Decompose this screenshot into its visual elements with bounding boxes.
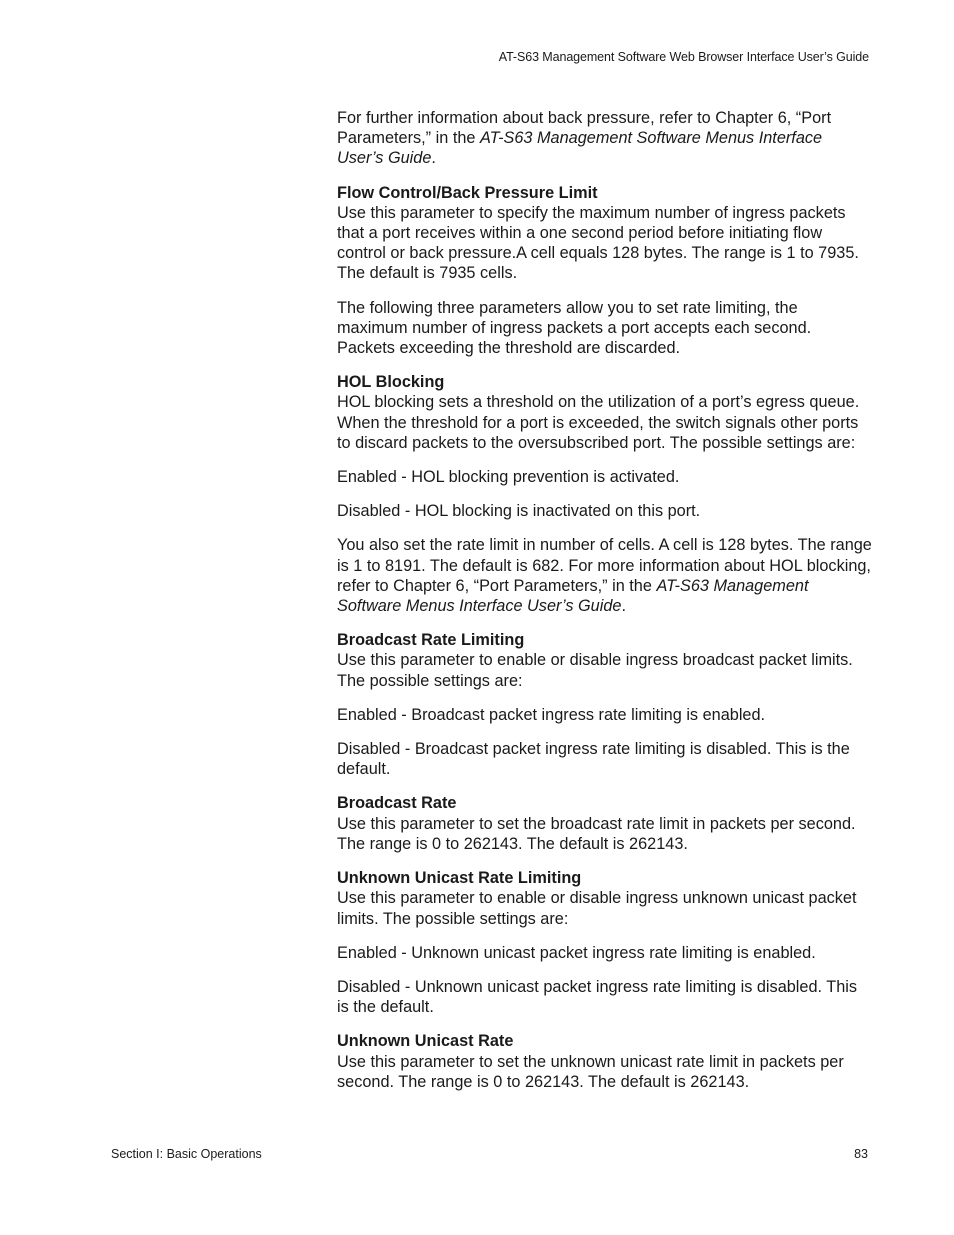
broadcast-rate-limiting-enabled: Enabled - Broadcast packet ingress rate limiting is enabled. bbox=[337, 705, 766, 724]
hol-blocking-heading: HOL Blocking bbox=[337, 373, 445, 392]
hol-blocking-note bbox=[337, 535, 872, 616]
unknown-unicast-rate-heading: Unknown Unicast Rate bbox=[337, 1032, 514, 1051]
running-header: AT-S63 Management Software Web Browser Interface User’s Guide bbox=[498, 50, 869, 64]
intro-paragraph bbox=[337, 108, 872, 169]
hol-note-guide-title: AT-S63 Management Software Menus Interface User’s Guide bbox=[337, 576, 809, 616]
footer-section-title: Section I: Basic Operations bbox=[111, 1147, 262, 1161]
hol-blocking-body: HOL blocking sets a threshold on the utilization of a port’s egress queue. When the threshold for a port is exceeded, the switch signals other ports to discard packets to the oversubscribed port. The possible settings are: bbox=[337, 393, 860, 452]
flow-control-heading: Flow Control/Back Pressure Limit bbox=[337, 183, 598, 202]
rate-limiting-intro: The following three parameters allow you to set rate limiting, the maximum number of ingress packets a port accepts each second. Packets exceeding the threshold are discarded. bbox=[337, 298, 812, 358]
broadcast-rate-limiting-heading: Broadcast Rate Limiting bbox=[337, 631, 525, 650]
hol-note-period: . bbox=[621, 597, 626, 616]
broadcast-rate-limiting-body: Use this parameter to enable or disable ingress broadcast packet limits. The possible settings are: bbox=[337, 651, 853, 690]
hol-blocking-disabled: Disabled - HOL blocking is inactivated on this port. bbox=[337, 502, 701, 521]
hol-blocking-enabled: Enabled - HOL blocking prevention is activated. bbox=[337, 468, 680, 487]
unknown-unicast-rate-limiting-heading: Unknown Unicast Rate Limiting bbox=[337, 869, 582, 888]
unknown-unicast-rate-limiting-enabled: Enabled - Unknown unicast packet ingress rate limiting is enabled. bbox=[337, 943, 816, 962]
intro-guide-title: AT-S63 Management Software Menus Interface User’s Guide bbox=[337, 129, 823, 168]
page-content bbox=[337, 108, 872, 1106]
broadcast-rate-limiting-disabled: Disabled - Broadcast packet ingress rate limiting is disabled. This is the default. bbox=[337, 740, 850, 779]
unknown-unicast-rate-body: Use this parameter to set the unknown unicast rate limit in packets per second. The range is 0 to 262143. The default is 262143. bbox=[337, 1052, 844, 1091]
flow-control-body: Use this parameter to specify the maximum number of ingress packets that a port receives within a one second period before initiating flow control or back pressure.A cell equals 128 bytes. The range is 1 to 7935. The default is 7935 cells. bbox=[337, 203, 859, 283]
page-number: 83 bbox=[854, 1147, 868, 1161]
intro-text: For further information about back pressure, refer to Chapter 6, “Port Parameters,” in the bbox=[337, 109, 832, 148]
broadcast-rate-heading: Broadcast Rate bbox=[337, 794, 457, 813]
unknown-unicast-rate-limiting-disabled: Disabled - Unknown unicast packet ingress rate limiting is disabled. This is the default. bbox=[337, 977, 858, 1017]
unknown-unicast-rate-limiting-body: Use this parameter to enable or disable ingress unknown unicast packet limits. The possible settings are: bbox=[337, 889, 857, 928]
hol-note-text: You also set the rate limit in number of cells. A cell is 128 bytes. The range is 1 to 8191. The default is 682. For more information about HOL blocking, refer to Chapter 6, “Port Parameters,” in the bbox=[337, 536, 872, 595]
intro-period: . bbox=[431, 149, 436, 168]
broadcast-rate-body: Use this parameter to set the broadcast rate limit in packets per second. The range is 0 to 262143. The default is 262143. bbox=[337, 814, 856, 853]
